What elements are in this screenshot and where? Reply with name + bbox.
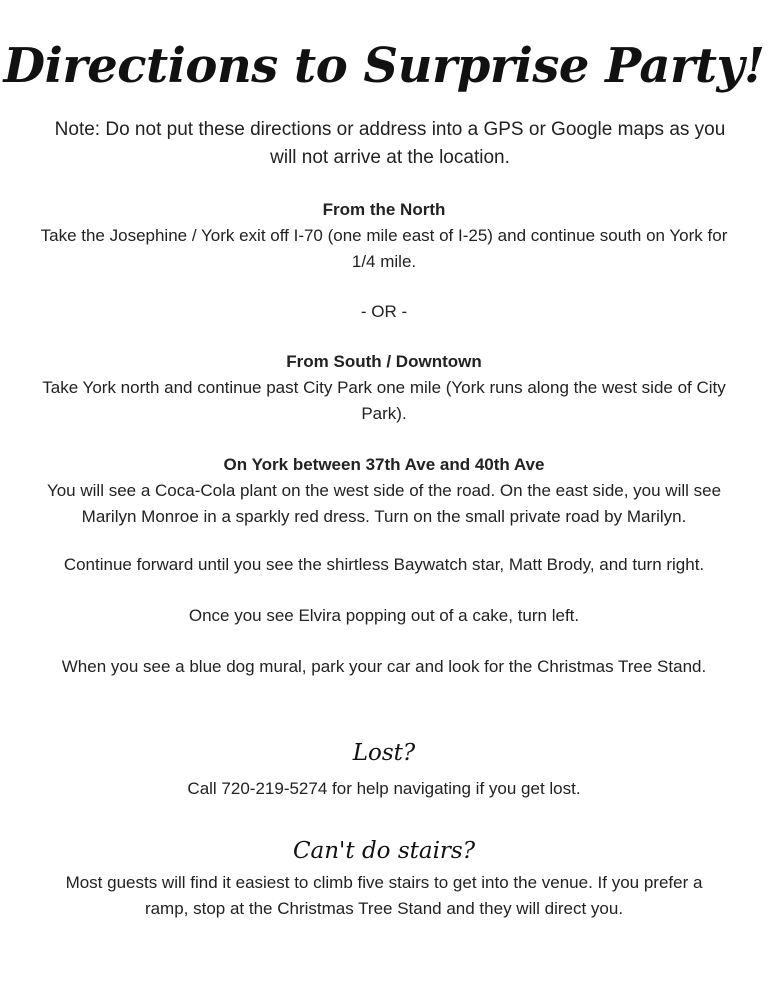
section-from-north [30, 197, 738, 275]
on-york-heading: On York between 37th Ave and 40th Ave [223, 455, 545, 474]
page-title: Directions to Surprise Party! [3, 38, 765, 94]
lost-text: Call 720-219-5274 for help navigating if you get lost. [187, 779, 581, 798]
from-south-text: Take York north and continue past City Park one mile (York runs along the west side of City Park). [42, 378, 726, 423]
stairs-text: Most guests will find it easiest to climb five stairs to get into the venue. If you prefer a ramp, stop at the Christmas Tree Stand and they will direct you. [65, 873, 703, 918]
step-elvira: Once you see Elvira popping out of a cake, turn left. [188, 606, 580, 625]
gps-note: Note: Do not put these directions or address into a GPS or Google maps as you will not arrive at the location. [54, 119, 726, 168]
from-north-text: Take the Josephine / York exit off I-70 (one mile east of I-25) and continue south on York for 1/4 mile. [40, 226, 728, 271]
step-continue: Continue forward until you see the shirtless Baywatch star, Matt Brody, and turn right. [63, 555, 705, 574]
from-south-heading: From South / Downtown [286, 352, 482, 371]
from-north-heading: From the North [322, 200, 446, 219]
lost-heading: Lost? [352, 740, 416, 766]
step-park: When you see a blue dog mural, park your car and look for the Christmas Tree Stand. [61, 657, 707, 676]
on-york-text: You will see a Coca-Cola plant on the west side of the road. On the east side, you will see Marilyn Monroe in a sparkly red dress. Turn on the small private road by Marilyn. [46, 481, 722, 526]
stairs-heading: Can't do stairs? [292, 838, 476, 864]
section-on-york [30, 452, 738, 530]
section-from-south [20, 349, 748, 427]
or-separator: - OR - [360, 302, 408, 321]
